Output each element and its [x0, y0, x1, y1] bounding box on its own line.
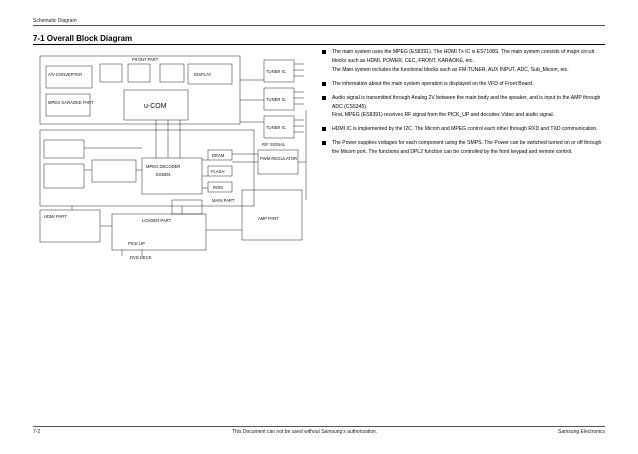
footer-notice: This Document can not be used without Samsung's authorization.	[232, 429, 378, 435]
header-label: Schematic Diagram	[33, 18, 77, 24]
bullet-line: The Power supplies voltages for each component using the SMPS. The Power can be switched turned on or off through	[332, 140, 602, 147]
header-rule	[33, 25, 605, 26]
label-dram: DRAM	[212, 153, 225, 158]
bullet-item	[322, 80, 612, 89]
page-number: 7-2	[33, 429, 41, 435]
bullet-item	[322, 94, 612, 121]
label-rf-signal: R/F SIGNAL	[262, 142, 286, 147]
label-hdmi-part: HDMI PART	[44, 214, 67, 219]
bullet-item	[322, 48, 612, 75]
label-tuner-2: TUNER IC	[266, 97, 286, 102]
bullet-marker	[322, 127, 326, 131]
bullet-line: The main system uses the MPEG (ES8391). The HDMI Tx IC is ES7108S. The main system consists of major circuit	[332, 49, 595, 55]
label-amp-part: AMP PART	[258, 216, 279, 221]
label-mpeg-chip: ES8391	[156, 172, 171, 177]
bullet-line: HDMI IC is implemented by the I2C. The Micom and MPEG control each other through RXD and TXD communication.	[332, 126, 598, 133]
bullet-line: Audio signal is transmitted through Analog 2V between the main body and the speaker, and is input to the AMP through	[332, 94, 601, 101]
label-av-converter: A/V CONVERTER	[48, 72, 83, 77]
label-tuner-3: TUNER IC	[266, 125, 286, 130]
karaoke-box	[46, 94, 90, 116]
label-flash: FLASH	[211, 169, 225, 174]
label-display: DISPLAY	[194, 72, 212, 77]
bullet-text	[332, 139, 612, 157]
label-main-part: MAIN PART	[212, 198, 235, 203]
bullet-item	[322, 139, 612, 157]
amp-part-box	[242, 190, 302, 240]
label-micom: u-COM	[144, 103, 167, 110]
bullet-marker	[322, 96, 326, 100]
bullet-item	[322, 125, 612, 134]
label-pwm-regulator: PWM REGULATOR	[260, 156, 298, 161]
av-converter-box	[46, 66, 92, 88]
label-mpeg-decoder: MPEG DECODER	[146, 164, 181, 169]
label-karaoke: MPEG KARAOKE PART	[48, 100, 94, 105]
bullet-list	[322, 48, 612, 162]
footer-rule	[33, 426, 605, 427]
bullet-text	[332, 80, 612, 89]
label-tuner-1: TUNER IC	[266, 69, 286, 74]
bullet-line: First, MPEG (ES8391) receives RF signal from the PICK_UP and decodes Video and audio signal.	[332, 112, 555, 119]
label-front-part: FRONT PART	[132, 57, 159, 62]
bullet-line: The information about the main system operation is displayed on the VFD of Front Board.	[332, 80, 534, 87]
bullet-line: blocks such as HDMI, POWER, CEC, FRONT, KARAOKE, etc.	[332, 57, 474, 64]
bullet-marker	[322, 141, 326, 145]
bullet-line: ADC (CS5345).	[332, 103, 368, 110]
footer-company: Samsung Electronics	[558, 429, 605, 435]
block-diagram	[32, 50, 312, 260]
pwm-regulator-box	[258, 150, 298, 174]
bullet-line: the Micom port. The functions and DPL2 function can be controlled by the front keypad and remote control.	[332, 149, 573, 156]
bullet-marker	[322, 82, 326, 86]
bullet-text	[332, 94, 612, 121]
bullet-marker	[322, 50, 326, 54]
title-rule	[33, 44, 605, 45]
label-loader-part: LOADER PART	[142, 218, 172, 223]
label-dvd-deck: DVD DECK	[130, 255, 152, 260]
bullet-text	[332, 125, 612, 134]
label-rom: ROM	[213, 185, 223, 190]
bullet-text	[332, 48, 612, 75]
section-title: 7-1 Overall Block Diagram	[33, 34, 133, 43]
bullet-line: The Main system includes the functional blocks such as FM-TUNER, AUX INPUT, ADC, Sub_Micom, etc.	[332, 66, 569, 73]
label-pickup: PICK UP	[128, 241, 145, 246]
